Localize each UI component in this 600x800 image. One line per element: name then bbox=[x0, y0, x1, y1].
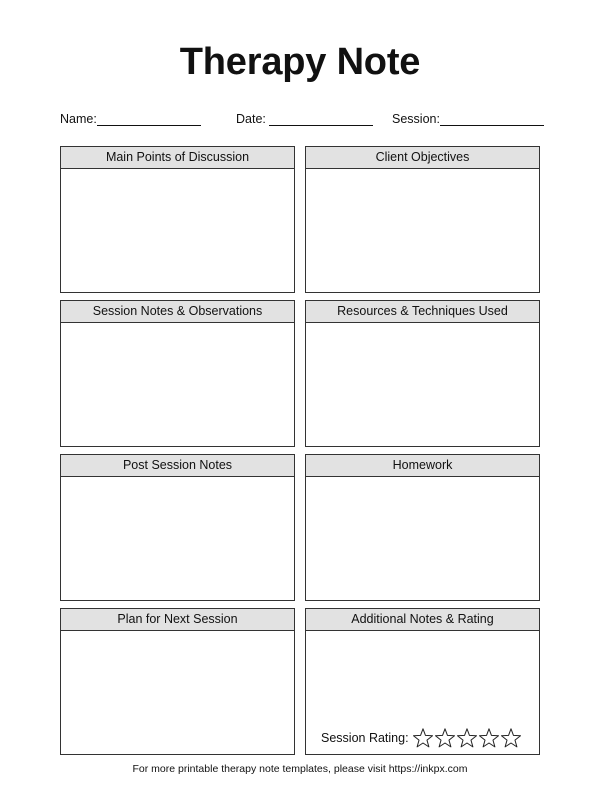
session-label: Session: bbox=[392, 112, 440, 126]
star-outline-icon[interactable] bbox=[478, 727, 500, 749]
page-title: Therapy Note bbox=[179, 41, 421, 83]
homework-header: Homework bbox=[306, 455, 539, 477]
session-notes-header: Session Notes & Observations bbox=[61, 301, 294, 323]
main-points-header: Main Points of Discussion bbox=[61, 147, 294, 169]
client-objectives-box[interactable] bbox=[305, 146, 540, 293]
session-underline[interactable] bbox=[440, 112, 544, 126]
resources-header: Resources & Techniques Used bbox=[306, 301, 539, 323]
client-objectives-header: Client Objectives bbox=[306, 147, 539, 169]
session-rating bbox=[321, 727, 522, 749]
homework-box[interactable] bbox=[305, 454, 540, 601]
name-label: Name: bbox=[60, 112, 97, 126]
date-label: Date: bbox=[236, 112, 266, 126]
additional-notes-box[interactable] bbox=[305, 608, 540, 755]
footer-text: For more printable therapy note templates, please visit https://inkpx.com bbox=[132, 763, 468, 775]
session-notes-box[interactable] bbox=[60, 300, 295, 447]
star-outline-icon[interactable] bbox=[412, 727, 434, 749]
resources-box[interactable] bbox=[305, 300, 540, 447]
date-field[interactable] bbox=[236, 112, 373, 126]
post-session-header: Post Session Notes bbox=[61, 455, 294, 477]
session-field[interactable] bbox=[392, 112, 544, 126]
name-field[interactable] bbox=[60, 112, 201, 126]
rating-stars bbox=[412, 727, 522, 749]
star-outline-icon[interactable] bbox=[434, 727, 456, 749]
main-points-box[interactable] bbox=[60, 146, 295, 293]
plan-next-header: Plan for Next Session bbox=[61, 609, 294, 631]
additional-notes-header: Additional Notes & Rating bbox=[306, 609, 539, 631]
date-underline[interactable] bbox=[269, 112, 373, 126]
name-underline[interactable] bbox=[97, 112, 201, 126]
session-rating-label: Session Rating: bbox=[321, 731, 409, 745]
star-outline-icon[interactable] bbox=[456, 727, 478, 749]
plan-next-box[interactable] bbox=[60, 608, 295, 755]
header-fields bbox=[60, 112, 542, 132]
post-session-box[interactable] bbox=[60, 454, 295, 601]
star-outline-icon[interactable] bbox=[500, 727, 522, 749]
